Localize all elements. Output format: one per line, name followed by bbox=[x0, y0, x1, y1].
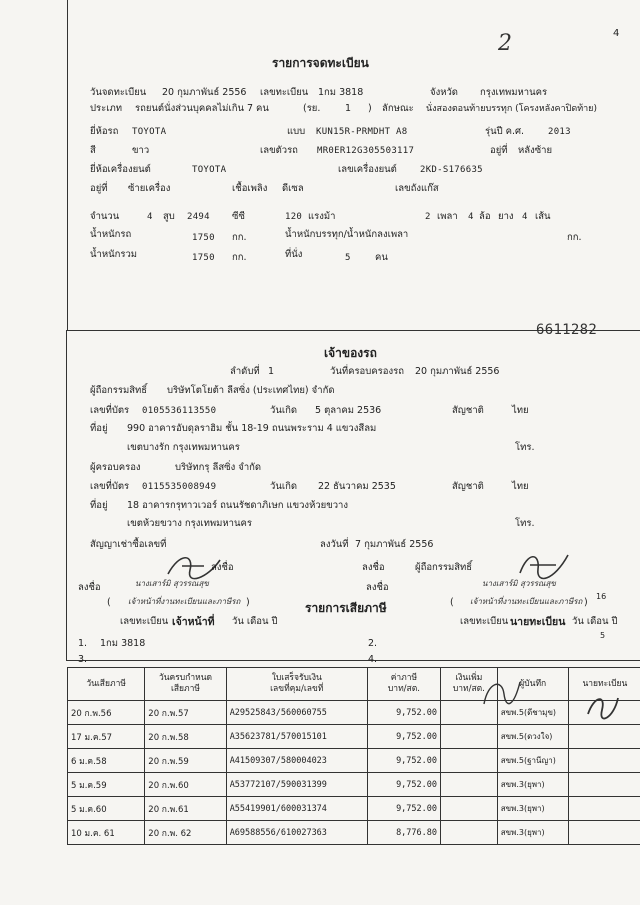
tire-value: 4 bbox=[522, 212, 528, 222]
recorder-signature-1 bbox=[478, 676, 526, 710]
cell-due-date: 20 ก.พ. 62 bbox=[145, 821, 226, 845]
birth-value: 5 ตุลาคม 2536 bbox=[315, 405, 382, 416]
birth-label: วันเกิด bbox=[270, 405, 297, 416]
cell-surcharge bbox=[441, 797, 498, 821]
cell-paid-date: 5 ม.ค.59 bbox=[68, 773, 145, 797]
registrar-label: นายทะเบียน bbox=[510, 616, 566, 628]
handwritten-page-no: 2 bbox=[498, 31, 512, 56]
holder-sign-label: ผู้ถือกรรมสิทธิ์ bbox=[415, 562, 473, 573]
fuel-value: ดีเซล bbox=[282, 183, 304, 194]
cell-receipt-no: A53772107/590031399 bbox=[226, 773, 367, 797]
tax-table-header bbox=[68, 668, 640, 701]
th-recorder: ผู้บันทึก bbox=[497, 668, 568, 701]
engine-loc-label: อยู่ที่ bbox=[90, 183, 108, 194]
cell-recorder: สขพ.5(ดีชามุข) bbox=[497, 701, 568, 725]
nat-value: ไทย bbox=[512, 405, 529, 416]
cell-due-date: 20 ก.พ.60 bbox=[145, 773, 226, 797]
table-row bbox=[68, 725, 640, 749]
province-label: จังหวัด bbox=[430, 87, 458, 98]
sign-label-left: ลงชื่อ bbox=[78, 582, 101, 593]
ror-label: (รย. bbox=[303, 103, 321, 114]
left-border-lower bbox=[66, 330, 67, 660]
reg-date-label: วันจดทะเบียน bbox=[90, 87, 147, 98]
cell-registrar bbox=[568, 725, 640, 749]
tire-label: ยาง bbox=[498, 211, 514, 222]
cell-due-date: 20 ก.พ.61 bbox=[145, 797, 226, 821]
total-kg: กก. bbox=[232, 252, 247, 263]
officer-name-left: นางเสาร์มิ สุวรรณสุข bbox=[135, 579, 209, 588]
regno-value: 1กม 3818 bbox=[318, 87, 364, 98]
style-label: ลักษณะ bbox=[382, 103, 414, 114]
wheel-label: ล้อ bbox=[479, 211, 491, 222]
seat-label: ที่นั่ง bbox=[285, 249, 303, 260]
chassis-value: MR0ER12G305503117 bbox=[317, 146, 415, 156]
axle-label: เพลา bbox=[437, 211, 458, 222]
tel2-label: โทร. bbox=[515, 518, 535, 529]
engine-brand-label: ยี่ห้อเครื่องยนต์ bbox=[90, 164, 151, 175]
cell-surcharge bbox=[441, 821, 498, 845]
year-value: 2013 bbox=[548, 127, 571, 137]
reg-date-value: 20 กุมภาพันธ์ 2556 bbox=[162, 87, 247, 98]
weight-label: น้ำหนักรถ bbox=[90, 229, 132, 240]
seat-unit: คน bbox=[375, 252, 388, 263]
possess-label: วันที่ครอบครองรถ bbox=[330, 366, 404, 377]
cell-surcharge bbox=[441, 773, 498, 797]
left-border bbox=[67, 0, 68, 330]
possessor-value: บริษัทกรุ ลีสซิ่ง จำกัด bbox=[175, 462, 262, 473]
wheel-value: 4 bbox=[468, 212, 474, 222]
cell-receipt-no: A55419901/600031374 bbox=[226, 797, 367, 821]
table-row bbox=[68, 749, 640, 773]
type-label: ประเภท bbox=[90, 103, 123, 114]
regno-label-right: เลขทะเบียน bbox=[460, 616, 509, 627]
sign-label-right: ลงชื่อ bbox=[366, 582, 389, 593]
load-kg: กก. bbox=[567, 232, 582, 243]
tax-title: รายการเสียภาษี bbox=[305, 601, 387, 615]
tax-line-3: 3. bbox=[78, 654, 88, 665]
date-label-right: วัน เดือน ปี bbox=[572, 616, 618, 627]
brand-label: ยี่ห้อรถ bbox=[90, 126, 119, 137]
load-label: น้ำหนักบรรทุก/น้ำหนักลงเพลา bbox=[285, 229, 409, 240]
officer-title-left: เจ้าหน้าที่งานทะเบียนและภาษีรถ bbox=[128, 597, 241, 606]
holder-label: ผู้ถือกรรมสิทธิ์ bbox=[90, 385, 148, 396]
tax-line-4: 4. bbox=[368, 654, 378, 665]
cell-due-date: 20 ก.พ.59 bbox=[145, 749, 226, 773]
tel-label: โทร. bbox=[515, 442, 535, 453]
addr4-value: เขตห้วยขวาง กรุงเทพมหานคร bbox=[127, 518, 252, 529]
contract-date-label: ลงวันที่ bbox=[320, 539, 349, 550]
sign-label-top-left: ลงชื่อ bbox=[211, 562, 234, 573]
weight-kg: กก. bbox=[232, 232, 247, 243]
cc-label: ซีซี bbox=[232, 211, 245, 222]
cell-receipt-no: A29525843/560060755 bbox=[226, 701, 367, 725]
table-row bbox=[68, 701, 640, 725]
cc-value: 2494 bbox=[187, 212, 210, 222]
possess-value: 20 กุมภาพันธ์ 2556 bbox=[415, 366, 500, 377]
contract-date-value: 7 กุมภาพันธ์ 2556 bbox=[355, 539, 434, 550]
cell-tax-amount: 8,776.80 bbox=[367, 821, 440, 845]
th-tax: ค่าภาษี บาท/สต. bbox=[367, 668, 440, 701]
tax-line-2: 2. bbox=[368, 638, 378, 649]
fuel-label: เชื้อเพลิง bbox=[232, 183, 268, 194]
count-label: จำนวน bbox=[90, 211, 120, 222]
owner-title: เจ้าของรถ bbox=[324, 346, 377, 360]
id2-value: 0115535008949 bbox=[142, 482, 217, 492]
province-value: กรุงเทพมหานคร bbox=[480, 87, 548, 98]
table-row bbox=[68, 797, 640, 821]
chassis-label: เลขตัวรถ bbox=[260, 145, 298, 156]
axle-value: 2 bbox=[425, 212, 431, 222]
cell-recorder: สขพ.3(ยุพา) bbox=[497, 773, 568, 797]
stamp-number: 6611282 bbox=[536, 322, 598, 338]
holder-value: บริษัทโตโยต้า ลีสซิ่ง (ประเทศไทย) จำกัด bbox=[167, 385, 335, 396]
cell-tax-amount: 9,752.00 bbox=[367, 797, 440, 821]
th-paid-date: วันเสียภาษี bbox=[68, 668, 145, 701]
birth2-label: วันเกิด bbox=[270, 481, 297, 492]
seat-value: 5 bbox=[345, 253, 351, 263]
cell-registrar bbox=[568, 821, 640, 845]
birth2-value: 22 ธันวาคม 2535 bbox=[318, 481, 396, 492]
paren-open-right: ( bbox=[450, 597, 454, 608]
cell-surcharge bbox=[441, 725, 498, 749]
cell-receipt-no: A35623781/570015101 bbox=[226, 725, 367, 749]
cell-receipt-no: A69588556/610027363 bbox=[226, 821, 367, 845]
model-label: แบบ bbox=[287, 126, 306, 137]
cell-recorder: สขพ.5(ฐานีญา) bbox=[497, 749, 568, 773]
model-value: KUN15R-PRMDHT A8 bbox=[316, 127, 408, 137]
ror-close: ) bbox=[368, 103, 372, 114]
cell-paid-date: 5 ม.ค.60 bbox=[68, 797, 145, 821]
officer-label: เจ้าหน้าที่ bbox=[172, 616, 215, 628]
total-label: น้ำหนักรวม bbox=[90, 249, 138, 260]
nat2-label: สัญชาติ bbox=[452, 481, 484, 492]
brand-value: TOYOTA bbox=[132, 127, 167, 137]
paren-close-left: ) bbox=[246, 597, 250, 608]
sign-label-top-right: ลงชื่อ bbox=[362, 562, 385, 573]
id2-label: เลขที่บัตร bbox=[90, 481, 130, 492]
cell-due-date: 20 ก.พ.58 bbox=[145, 725, 226, 749]
addr3-label: ที่อยู่ bbox=[90, 500, 108, 511]
possessor-label: ผู้ครอบครอง bbox=[90, 462, 141, 473]
margin-5: 5 bbox=[600, 631, 606, 640]
style-value: นั่งสองตอนท้ายบรรทุก (โครงหลังคาปิดท้าย) bbox=[426, 104, 597, 114]
nat-label: สัญชาติ bbox=[452, 405, 484, 416]
margin-16: 16 bbox=[596, 592, 607, 601]
engine-loc-value: ซ้ายเครื่อง bbox=[128, 183, 171, 194]
tire-unit: เส้น bbox=[535, 211, 551, 222]
cell-registrar bbox=[568, 797, 640, 821]
weight-value: 1750 bbox=[192, 233, 215, 243]
paren-open-left: ( bbox=[107, 597, 111, 608]
officer-name-right: นางเสาร์มิ สุวรรณสุข bbox=[482, 579, 556, 588]
table-row bbox=[68, 821, 640, 845]
engine-no-label: เลขเครื่องยนต์ bbox=[338, 164, 397, 175]
addr-label: ที่อยู่ bbox=[90, 423, 108, 434]
registrar-signature-1 bbox=[582, 688, 622, 724]
cell-receipt-no: A41509307/580004023 bbox=[226, 749, 367, 773]
type-value: รถยนต์นั่งส่วนบุคคลไม่เกิน 7 คน bbox=[135, 103, 269, 114]
tax-table-body bbox=[68, 701, 640, 845]
th-surcharge: เงินเพิ่ม บาท/สต. bbox=[441, 668, 498, 701]
cell-registrar bbox=[568, 749, 640, 773]
tax-line-1-value: 1กม 3818 bbox=[100, 638, 146, 649]
order-value: 1 bbox=[268, 366, 275, 377]
chassis-loc-value: หลังซ้าย bbox=[518, 145, 553, 156]
color-value: ขาว bbox=[132, 145, 150, 156]
id-value: 0105536113550 bbox=[142, 406, 217, 416]
tax-table bbox=[67, 667, 640, 845]
cell-tax-amount: 9,752.00 bbox=[367, 701, 440, 725]
order-label: ลำดับที่ bbox=[230, 366, 260, 377]
total-value: 1750 bbox=[192, 253, 215, 263]
th-registrar: นายทะเบียน bbox=[568, 668, 640, 701]
color-label: สี bbox=[90, 145, 96, 156]
piston-label: สูบ bbox=[163, 211, 175, 222]
chassis-loc-label: อยู่ที่ bbox=[490, 145, 508, 156]
table-row bbox=[68, 773, 640, 797]
id-label: เลขที่บัตร bbox=[90, 405, 130, 416]
section-divider-2 bbox=[66, 660, 640, 661]
page-title: รายการจดทะเบียน bbox=[272, 56, 369, 70]
th-receipt: ใบเสร็จรับเงิน เลขที่คุม/เลขที่ bbox=[226, 668, 367, 701]
corner-number: 4 bbox=[613, 28, 620, 39]
nat2-value: ไทย bbox=[512, 481, 529, 492]
cell-registrar bbox=[568, 773, 640, 797]
cell-paid-date: 6 ม.ค.58 bbox=[68, 749, 145, 773]
cell-paid-date: 20 ก.พ.56 bbox=[68, 701, 145, 725]
cell-due-date: 20 ก.พ.57 bbox=[145, 701, 226, 725]
paren-close-right: ) bbox=[584, 597, 588, 608]
cell-paid-date: 10 ม.ค. 61 bbox=[68, 821, 145, 845]
engine-brand-value: TOYOTA bbox=[192, 165, 227, 175]
engine-no-value: 2KD-S176635 bbox=[420, 165, 483, 175]
cell-recorder: สขพ.5(ดวงใจ) bbox=[497, 725, 568, 749]
officer-title-right: เจ้าหน้าที่งานทะเบียนและภาษีรถ bbox=[470, 597, 583, 606]
cell-paid-date: 17 ม.ค.57 bbox=[68, 725, 145, 749]
addr2-value: เขตบางรัก กรุงเทพมหานคร bbox=[127, 442, 240, 453]
cell-tax-amount: 9,752.00 bbox=[367, 725, 440, 749]
regno-label: เลขทะเบียน bbox=[260, 87, 309, 98]
regno-label-left: เลขทะเบียน bbox=[120, 616, 169, 627]
hp-label: แรงม้า bbox=[308, 211, 336, 222]
count-value: 4 bbox=[147, 212, 153, 222]
tax-line-1: 1. bbox=[78, 638, 88, 649]
year-label: รุ่นปี ค.ศ. bbox=[485, 126, 525, 137]
cell-recorder: สขพ.3(ยุพา) bbox=[497, 797, 568, 821]
cell-tax-amount: 9,752.00 bbox=[367, 773, 440, 797]
addr-value: 990 อาคารอับดุลราฮิม ชั้น 18-19 ถนนพระราม 4 แขวงสีลม bbox=[127, 423, 377, 434]
cell-surcharge bbox=[441, 749, 498, 773]
hp-value: 120 bbox=[285, 212, 303, 222]
addr3-value: 18 อาคารกรุทาวเวอร์ ถนนรัชดาภิเษก แขวงห้วยขวาง bbox=[127, 500, 349, 511]
tank-label: เลขถังแก๊ส bbox=[395, 183, 439, 194]
cell-tax-amount: 9,752.00 bbox=[367, 749, 440, 773]
cell-recorder: สขพ.3(ยุพา) bbox=[497, 821, 568, 845]
th-due-date: วันครบกำหนด เสียภาษี bbox=[145, 668, 226, 701]
ror-value: 1 bbox=[345, 103, 352, 114]
contract-label: สัญญาเช่าซื้อเลขที่ bbox=[90, 539, 167, 550]
date-label-left: วัน เดือน ปี bbox=[232, 616, 278, 627]
